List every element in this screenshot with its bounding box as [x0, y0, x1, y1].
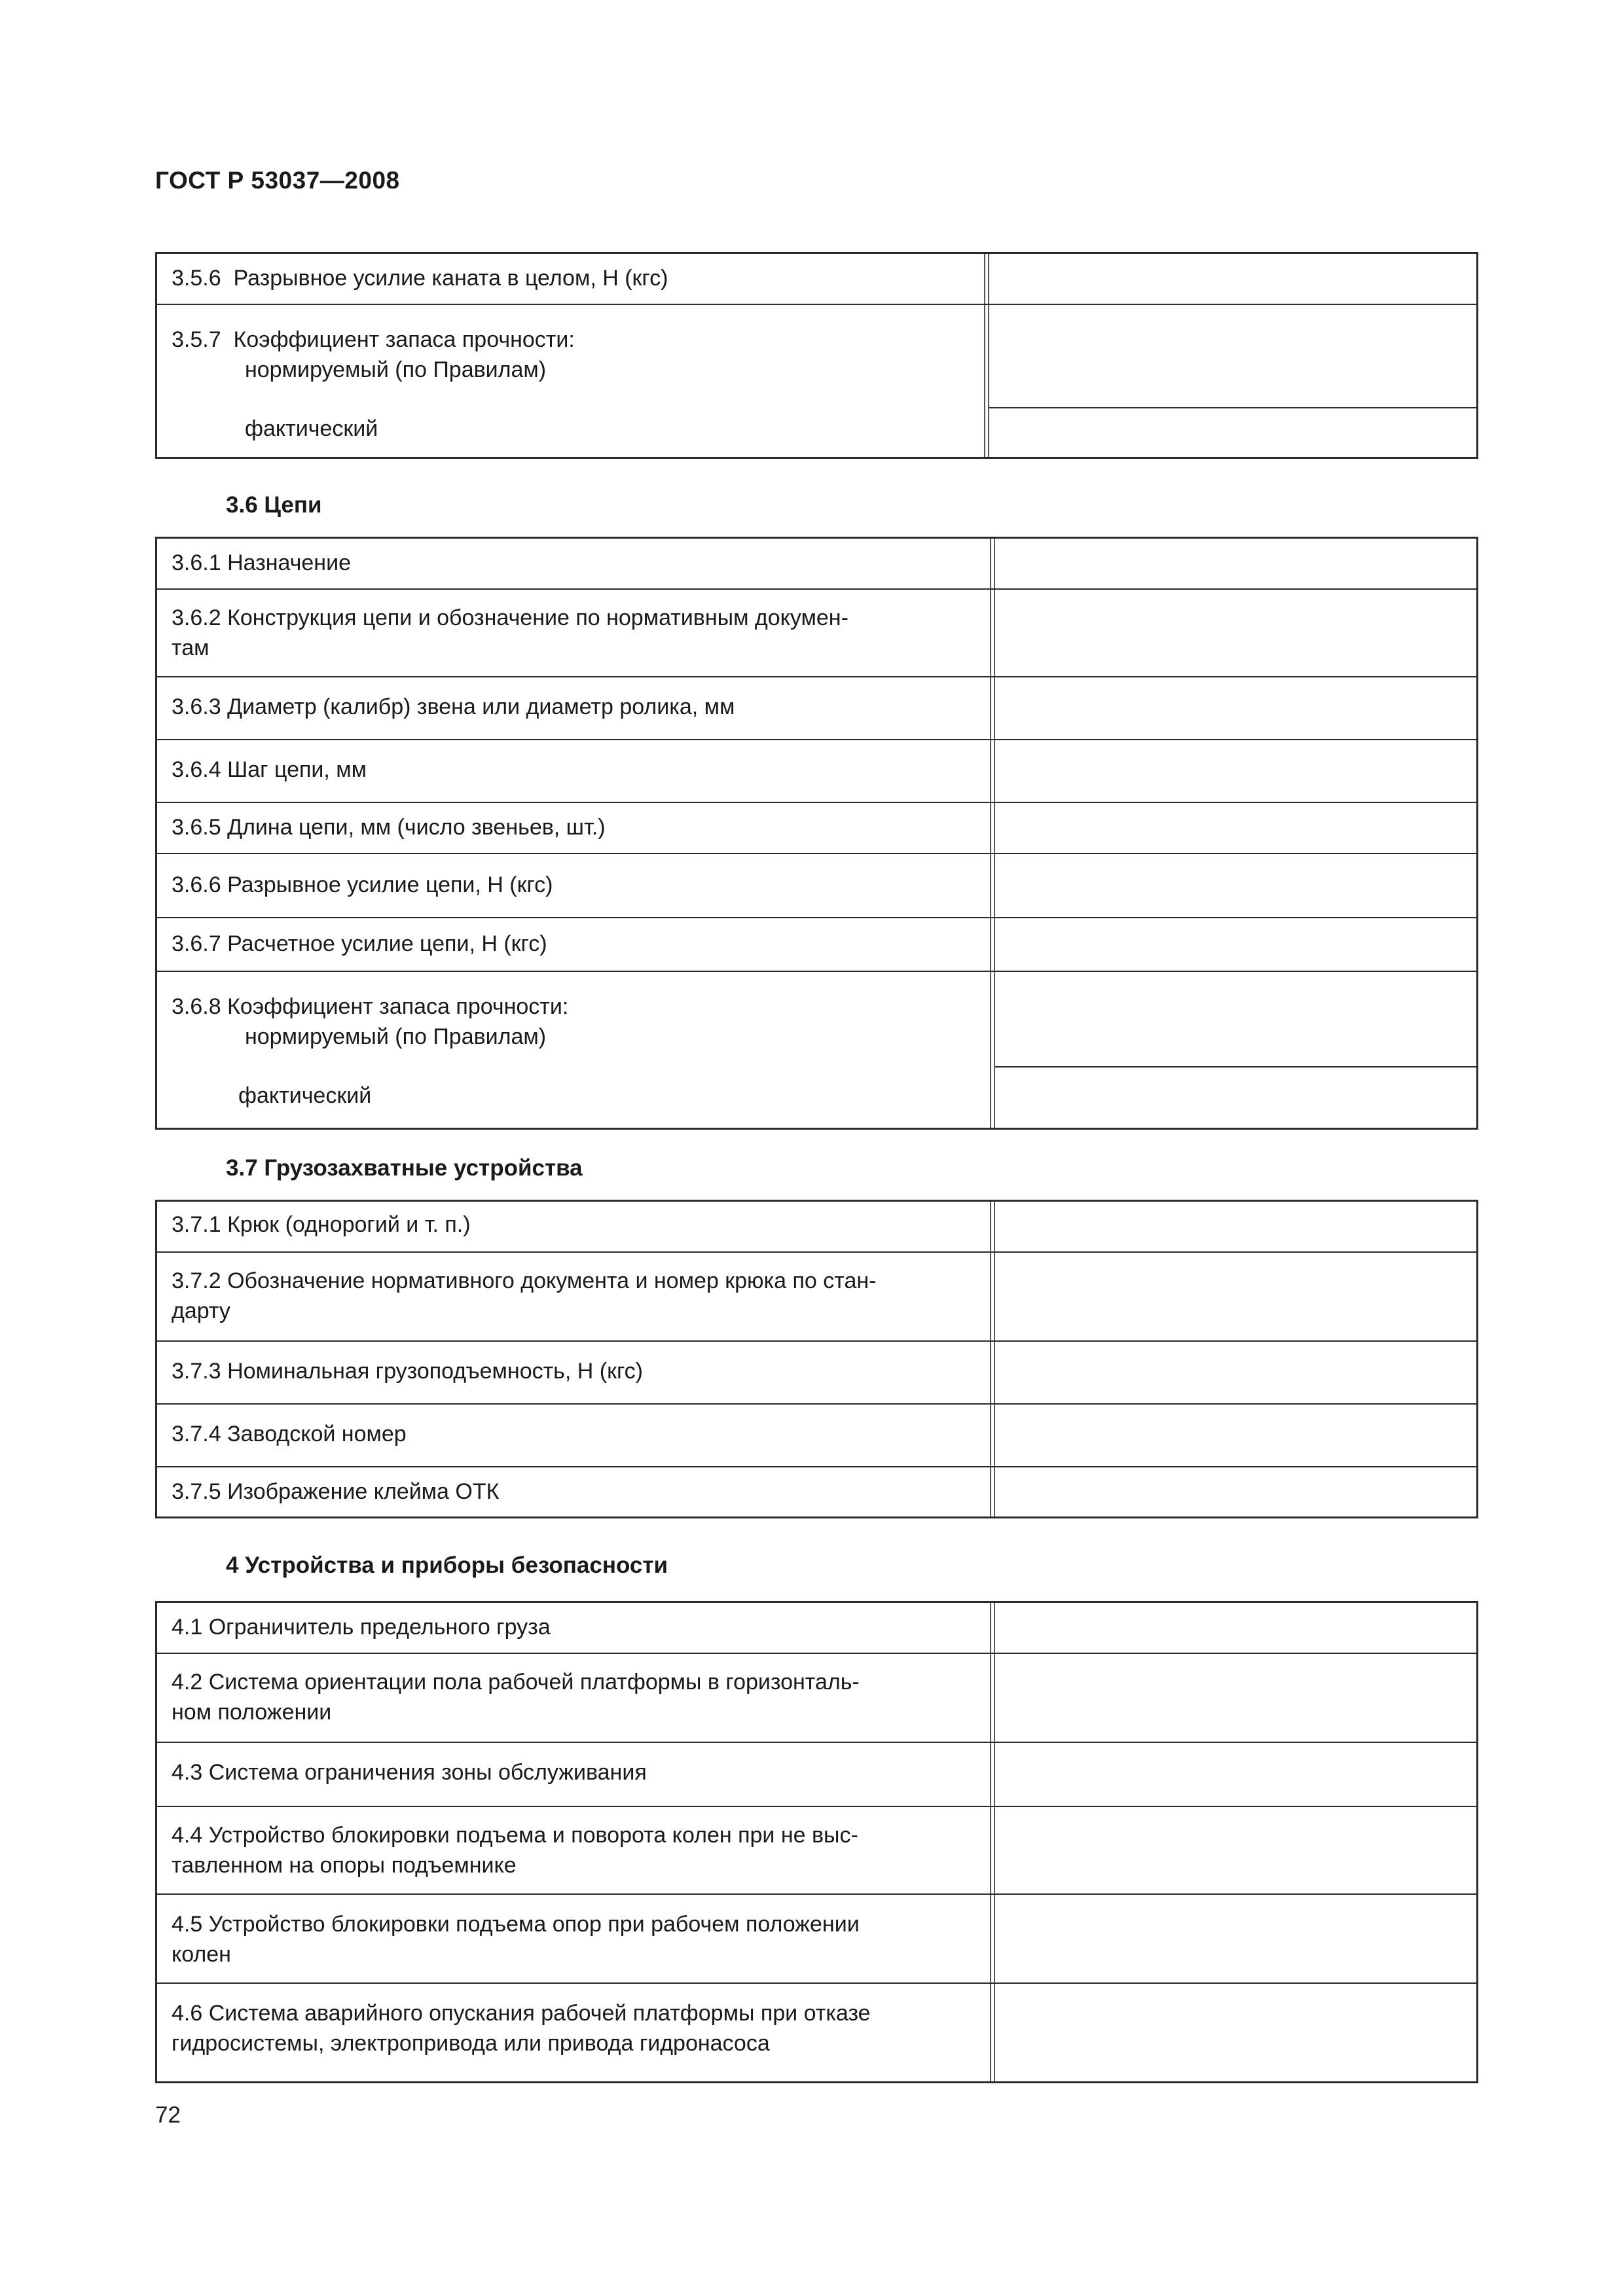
value-cell[interactable] — [995, 1654, 1476, 1742]
row-text: 3.6.7 Расчетное усилие цепи, Н (кгс) — [172, 931, 547, 956]
rope-table — [155, 252, 1478, 459]
value-cell[interactable] — [995, 539, 1476, 588]
column-divider — [990, 972, 995, 1128]
table-row — [157, 305, 1476, 457]
table-row — [157, 740, 1476, 803]
value-cell[interactable] — [995, 854, 1476, 917]
table-row — [157, 854, 1476, 918]
table-row — [157, 1342, 1476, 1405]
row-text: 3.7.1 Крюк (однорогий и т. п.) — [172, 1212, 471, 1237]
row-text: 4.5 Устройство блокировки подъема опор при рабочем положении — [172, 1912, 860, 1937]
table-row — [157, 677, 1476, 740]
section-title-safety: 4 Устройства и приборы безопасности — [226, 1552, 668, 1578]
value-cell[interactable] — [995, 590, 1476, 676]
row-text: Коэффициент запаса прочности: — [233, 327, 575, 352]
row-text: 4.4 Устройство блокировки подъема и поворота колен при не выс- — [172, 1823, 858, 1848]
section-title-gripping: 3.7 Грузозахватные устройства — [226, 1155, 583, 1181]
column-divider — [990, 1984, 995, 2081]
column-divider — [990, 539, 995, 588]
cell-separator — [989, 407, 1476, 408]
column-divider — [990, 1743, 995, 1806]
table-row — [157, 803, 1476, 854]
safety-table — [155, 1601, 1478, 2083]
section-title-chains: 3.6 Цепи — [226, 492, 322, 518]
row-number: 3.5.6 — [172, 266, 221, 291]
row-text: 4.2 Система ориентации пола рабочей платформы в горизонталь- — [172, 1670, 860, 1695]
row-text-continued: дарту — [172, 1299, 230, 1323]
column-divider — [990, 590, 995, 676]
column-divider — [990, 1405, 995, 1466]
column-divider — [990, 803, 995, 853]
table-row — [157, 539, 1476, 590]
column-divider — [990, 677, 995, 739]
value-cell[interactable] — [995, 1895, 1476, 1982]
column-divider — [990, 918, 995, 971]
column-divider — [990, 1202, 995, 1251]
table-row — [157, 1405, 1476, 1467]
table-row — [157, 1895, 1476, 1984]
table-row — [157, 972, 1476, 1128]
table-row — [157, 918, 1476, 972]
value-cell[interactable] — [995, 918, 1476, 971]
row-text: 3.6.8 Коэффициент запаса прочности: — [172, 994, 569, 1019]
table-row — [157, 1984, 1476, 2081]
row-text-continued: гидросистемы, электропривода или привода гидронасоса — [172, 2031, 770, 2056]
table-row — [157, 1654, 1476, 1743]
table-row — [157, 1807, 1476, 1895]
table-row — [157, 590, 1476, 677]
cell-separator — [995, 1066, 1476, 1067]
row-text: 3.6.6 Разрывное усилие цепи, Н (кгс) — [172, 872, 553, 897]
row-text: 3.6.4 Шаг цепи, мм — [172, 757, 367, 782]
row-text: 3.7.3 Номинальная грузоподъемность, Н (кгс) — [172, 1359, 643, 1384]
row-text-continued: там — [172, 636, 210, 660]
table-row — [157, 1253, 1476, 1342]
value-cell[interactable] — [995, 1467, 1476, 1516]
table-row — [157, 1202, 1476, 1253]
table-row — [157, 1743, 1476, 1807]
value-cell[interactable] — [995, 1405, 1476, 1466]
value-cell[interactable] — [995, 1807, 1476, 1893]
column-divider — [990, 1342, 995, 1403]
value-cell[interactable] — [995, 1603, 1476, 1653]
row-number: 3.5.7 — [172, 327, 221, 352]
value-cell[interactable] — [989, 254, 1476, 304]
row-text-continued: тавленном на опоры подъемнике — [172, 1853, 517, 1878]
column-divider — [990, 1895, 995, 1982]
value-cell[interactable] — [995, 803, 1476, 853]
chains-table — [155, 537, 1478, 1130]
document-header: ГОСТ Р 53037—2008 — [155, 167, 400, 194]
value-cell[interactable] — [995, 1342, 1476, 1403]
table-row — [157, 254, 1476, 305]
column-divider — [990, 1253, 995, 1340]
row-text: 4.6 Система аварийного опускания рабочей платформы при отказе — [172, 2001, 871, 2026]
value-cell[interactable] — [995, 972, 1476, 1128]
row-text: Разрывное усилие каната в целом, Н (кгс) — [233, 266, 668, 291]
table-row — [157, 1467, 1476, 1516]
column-divider — [984, 305, 989, 457]
row-text: 3.7.2 Обозначение нормативного документа и номер крюка по стан- — [172, 1268, 877, 1293]
row-text: 3.6.5 Длина цепи, мм (число звеньев, шт.) — [172, 815, 606, 840]
row-subtext: нормируемый (по Правилам) — [245, 1024, 547, 1049]
table-row — [157, 1603, 1476, 1654]
row-text: 3.7.5 Изображение клейма ОТК — [172, 1479, 500, 1504]
row-text: 3.6.3 Диаметр (калибр) звена или диаметр ролика, мм — [172, 694, 735, 719]
gripping-table — [155, 1200, 1478, 1518]
row-subtext: фактический — [245, 416, 378, 441]
value-cell[interactable] — [995, 1202, 1476, 1251]
column-divider — [990, 854, 995, 917]
row-text: 3.7.4 Заводской номер — [172, 1422, 407, 1446]
value-cell[interactable] — [995, 740, 1476, 802]
value-cell[interactable] — [995, 1253, 1476, 1340]
value-cell[interactable] — [995, 1984, 1476, 2081]
row-subtext: нормируемый (по Правилам) — [245, 357, 547, 382]
column-divider — [990, 1654, 995, 1742]
row-text-continued: колен — [172, 1942, 231, 1967]
row-text-continued: ном положении — [172, 1700, 332, 1725]
column-divider — [990, 1603, 995, 1653]
value-cell[interactable] — [995, 677, 1476, 739]
row-text: 3.6.1 Назначение — [172, 550, 351, 575]
column-divider — [990, 740, 995, 802]
row-subtext: фактический — [238, 1083, 372, 1108]
column-divider — [990, 1467, 995, 1516]
row-text: 3.6.2 Конструкция цепи и обозначение по нормативным докумен- — [172, 605, 848, 630]
page-number: 72 — [155, 2102, 181, 2128]
column-divider — [990, 1807, 995, 1893]
value-cell[interactable] — [989, 305, 1476, 457]
column-divider — [984, 254, 989, 304]
value-cell[interactable] — [995, 1743, 1476, 1806]
row-text: 4.3 Система ограничения зоны обслуживания — [172, 1760, 647, 1785]
row-text: 4.1 Ограничитель предельного груза — [172, 1615, 551, 1640]
